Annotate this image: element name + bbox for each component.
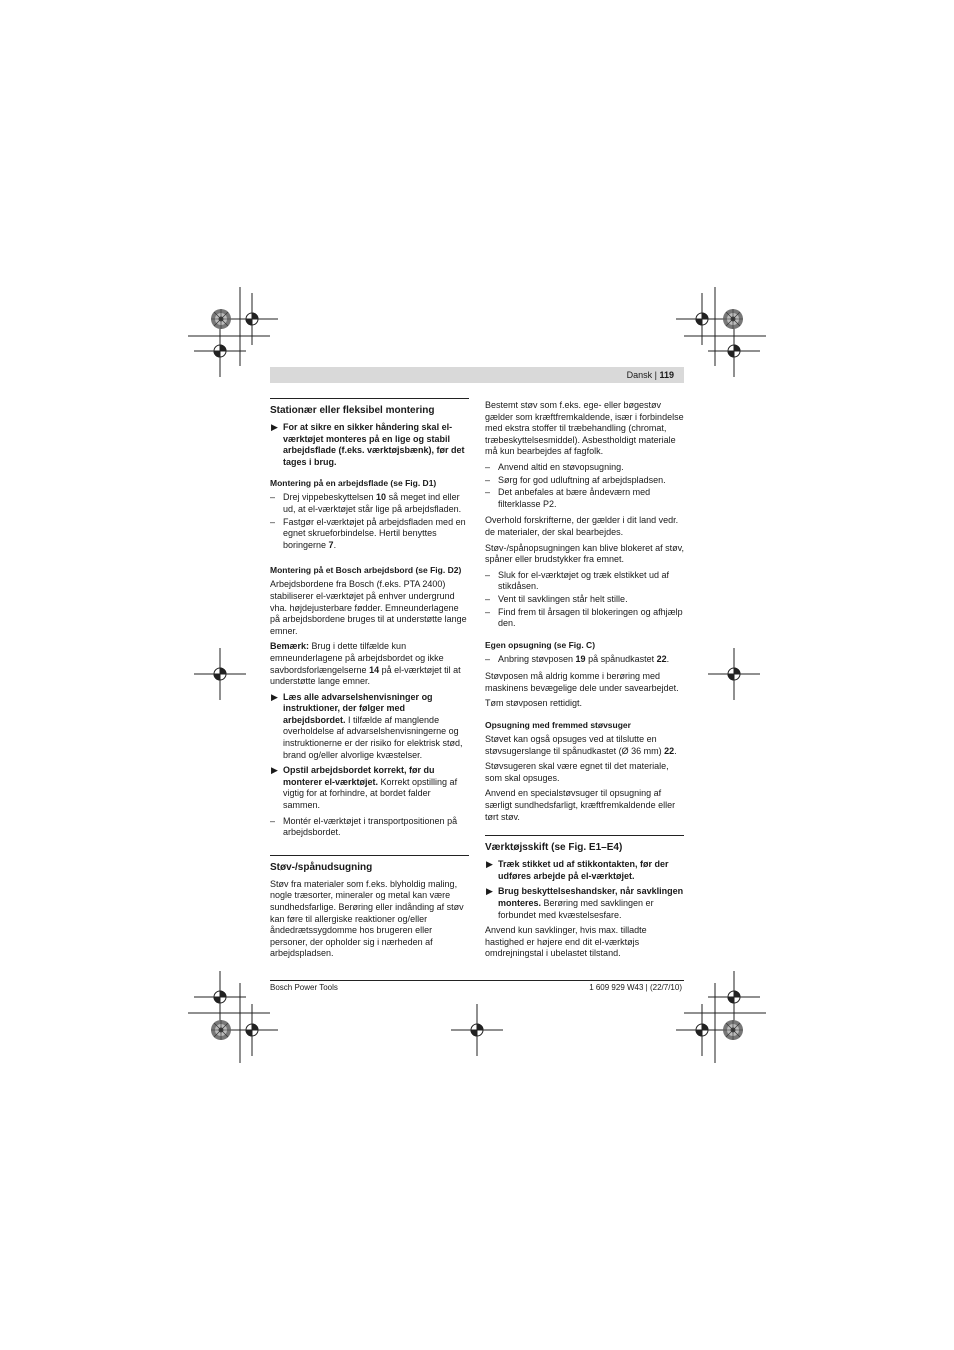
paragraph-text: . — [674, 745, 677, 756]
arrow-icon: ▶ — [486, 886, 493, 897]
list-item — [270, 492, 469, 515]
footer-divider — [270, 980, 684, 981]
warning-gloves — [485, 886, 684, 921]
list-item — [270, 517, 469, 552]
list-item — [485, 462, 684, 474]
heading-external-extraction: Opsugning med fremmed støvsuger — [485, 720, 631, 731]
note-text: Brug i dette tilfælde kun emneunderlagene på arbejdsbordet og ikke savbordsforlængelserne — [270, 641, 444, 675]
dash-icon: – — [485, 474, 491, 485]
paragraph-hose — [485, 734, 684, 757]
paragraph-special-vacuum: Anvend en specialstøvsuger til opsugning af særligt sundhedsfarligt, kræftfremkaldende eller tørt støv. — [485, 788, 676, 822]
warning-bold-text: Læs alle advarselshenvisninger og instruktioner, der følger med arbejdsbordet. — [283, 691, 433, 725]
paragraph-blockage: Støv-/spånopsugningen kan blive blokeret af støv, spåner eller brudstykker fra emnet. — [485, 542, 684, 565]
heading-own-extraction: Egen opsugning (se Fig. C) — [485, 639, 596, 650]
header-language: Dansk — [626, 370, 653, 380]
list-item — [485, 594, 684, 606]
warning-stable-surface-text: For at sikre en sikker håndering skal el-værktøjet monteres på en lige og stabil arbejdsflade (f.eks. værktøjsbænk), før det tages i brug. — [283, 422, 465, 467]
warning-read-instructions — [270, 692, 469, 762]
paragraph-carcinogenic-dust: Bestemt støv som f.eks. ege- eller bøgestøv gælder som kræftfremkaldende, især i forbindelse med ekstra stoffer til træbehandling (chromat, træbeskyttelsesmiddel). Asbestholdigt materiale må kun bearbejdes af fagfolk. — [485, 400, 684, 457]
dash-icon: – — [485, 653, 491, 664]
right-column — [485, 400, 684, 964]
heading-dust-extraction: Støv-/spånudsugning — [270, 855, 469, 874]
paragraph-empty-bag: Tøm støvposen rettidigt. — [485, 698, 583, 709]
dash-icon: – — [270, 815, 276, 826]
part-number: 7 — [328, 539, 334, 550]
footer-brand: Bosch Power Tools — [270, 983, 338, 992]
list-item — [270, 816, 469, 839]
list-item-text: Sluk for el-værktøjet og træk elstikket ud af stikdåsen. — [498, 569, 670, 592]
heading-bosch-workbench: Montering på et Bosch arbejdsbord (se Fig. D2) — [270, 565, 462, 576]
list-item — [485, 654, 684, 666]
part-number: 22 — [664, 745, 675, 756]
dash-icon: – — [485, 487, 491, 498]
list-item-text: Det anbefales at bære åndeværn med filterklasse P2. — [498, 487, 651, 509]
arrow-icon: ▶ — [486, 859, 493, 870]
warning-text: Berøring med savklingen er forbundet med kvæstelsesfare. — [498, 898, 654, 920]
list-item-text: Montér el-værktøjet i transportpositionen på arbejdsbordet. — [283, 815, 458, 838]
list-item-text: . — [666, 653, 670, 664]
list-item-text: Fastgør el-værktøjet på arbejdsfladen med en egnet skrueforbindelse. Hertil benyttes boringerne — [283, 516, 466, 550]
warning-setup-workbench — [270, 765, 469, 811]
list-item — [485, 475, 684, 487]
list-item — [485, 487, 684, 510]
part-number: 14 — [369, 664, 380, 675]
dash-icon: – — [485, 461, 491, 472]
header-separator: | — [654, 370, 657, 380]
paragraph-vacuum-suitable: Støvsugeren skal være egnet til det materiale, som skal opsuges. — [485, 761, 669, 783]
arrow-icon: ▶ — [271, 691, 278, 702]
warning-bold-text: Træk stikket ud af stikkontakten, før der udføres arbejde på el-værktøjet. — [498, 859, 669, 881]
list-item-text: Drej vippebeskyttelsen — [283, 492, 377, 503]
page-header-text — [627, 369, 674, 381]
list-item-text: Sørg for god udluftning af arbejdspladsen. — [498, 474, 666, 485]
part-number: 19 — [575, 653, 586, 664]
page-header — [270, 367, 684, 383]
warning-bold-text: Opstil arbejdsbordet korrekt, før du monterer el-værktøjet. — [283, 765, 435, 787]
dash-icon: – — [485, 606, 491, 617]
list-item — [485, 607, 684, 630]
dash-icon: – — [485, 569, 491, 580]
list-item-text: på spånudkastet — [585, 653, 657, 664]
arrow-icon: ▶ — [271, 422, 278, 432]
list-item-text: Find frem til årsagen til blokeringen og afhjælp den. — [498, 606, 683, 629]
part-number: 10 — [376, 492, 387, 503]
dash-icon: – — [270, 492, 276, 503]
left-column — [270, 398, 469, 964]
heading-tool-change: Værktøjsskift (se Fig. E1–E4) — [485, 835, 684, 854]
heading-stationary-mounting: Stationær eller fleksibel montering — [270, 398, 469, 417]
dash-icon: – — [270, 516, 276, 527]
page-number: 119 — [659, 370, 674, 380]
arrow-icon: ▶ — [271, 765, 278, 776]
note-label: Bemærk: — [270, 641, 310, 652]
list-item-text: Vent til savklingen står helt stille. — [498, 593, 628, 604]
heading-surface-mounting: Montering på en arbejdsflade (se Fig. D1) — [270, 478, 437, 489]
paragraph-text: Støvet kan også opsuges ved at tilslutte en støvsugerslange til spånudkastet (Ø 36 mm) — [485, 734, 665, 756]
warning-text: I tilfælde af manglende overholdelse af advarselshenvisningerne og instruktionerne er der risiko for elektrisk stød, brand og/eller alvorlige kvæstelser. — [283, 714, 463, 760]
list-item-text: . — [333, 539, 337, 550]
warning-bold-text: Brug beskyttelseshandsker, når savklingen monteres. — [498, 886, 684, 908]
paragraph-dust-bag: Støvposen må aldrig komme i berøring med maskinens bevægelige dele under savearbejdet. — [485, 671, 679, 693]
list-item-text: så meget ind eller ud, at el-værktøjet står lige på arbejdsfladen. — [283, 492, 462, 514]
paragraph-dust: Støv fra materialer som f.eks. blyholdig maling, nogle træsorter, mineraler og metal kan være sundhedsfarlige. Berøring eller indånding af støv kan føre til allergiske reaktioner og/eller åndedrætssygdomme hos brugeren eller personer, der opholder sig i nærheden af arbejdspladsen. — [270, 878, 464, 959]
footer-document-number: 1 609 929 W43 | (22/7/10) — [589, 983, 682, 992]
paragraph-bosch-workbench: Arbejdsbordene fra Bosch (f.eks. PTA 2400) stabiliserer el-værktøjet på enhver undergrund vha. højdejusterbare fødder. Emneunderlagene på arbejdsbordene bruges til at understøtte lange emner. — [270, 579, 467, 636]
list-item-text: Anbring støvposen — [498, 653, 576, 664]
paragraph-note — [270, 641, 469, 687]
note-text: på el-værktøjet til at understøtte lange emner. — [270, 664, 461, 687]
paragraph-regulations: Overhold forskrifterne, der gælder i dit land vedr. de materialer, der skal bearbejdes. — [485, 515, 679, 537]
dash-icon: – — [485, 593, 491, 604]
list-item-text: Anvend altid en støvopsugning. — [498, 461, 624, 472]
list-item — [485, 570, 684, 593]
part-number: 22 — [656, 653, 667, 664]
warning-text: Korrekt opstilling af vigtig for at forhindre, at bordet falder sammen. — [283, 776, 458, 811]
warning-stable-surface — [270, 422, 469, 468]
paragraph-blade-speed: Anvend kun savklinger, hvis max. tilladte hastighed er højere end dit el-værktøjs omdrejningstal i ubelastet tilstand. — [485, 925, 647, 959]
warning-unplug — [485, 859, 684, 882]
